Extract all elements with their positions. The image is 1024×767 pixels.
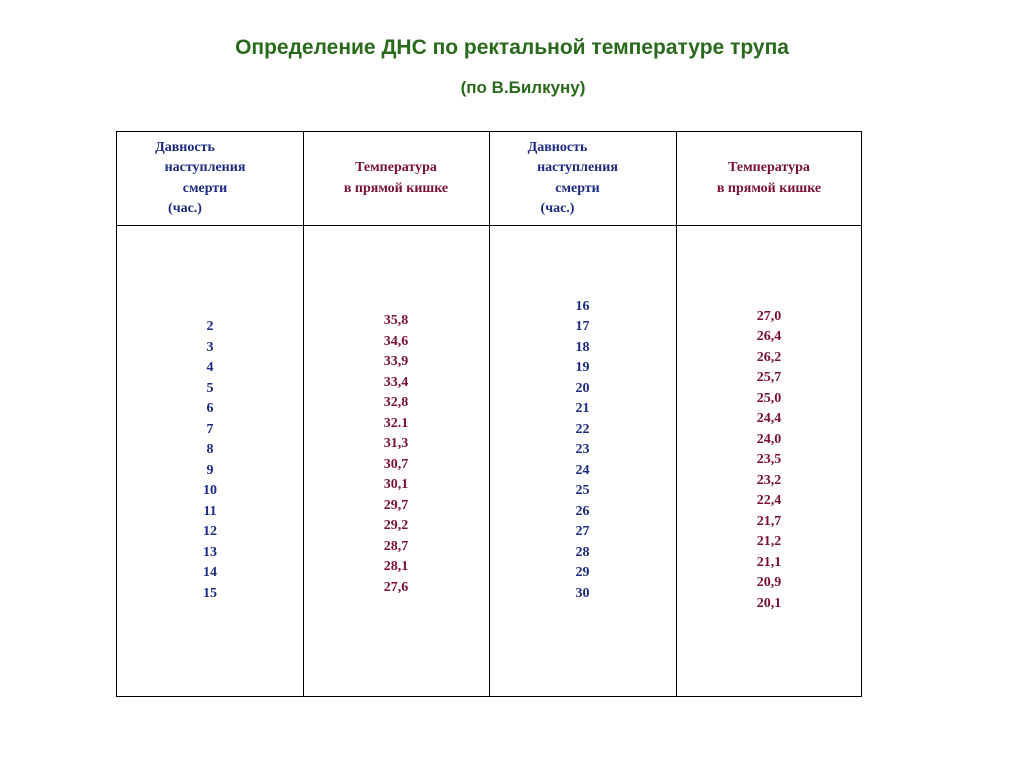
- hours-value: 26: [575, 503, 590, 519]
- hours-value: 19: [575, 360, 590, 376]
- hours-column-left: [117, 225, 303, 696]
- temperature-column-left: [303, 225, 489, 696]
- header-line: в прямой кишке: [716, 180, 822, 196]
- hours-value: 8: [206, 442, 214, 457]
- hours-value: 14: [203, 565, 217, 580]
- hours-value: 29: [575, 565, 590, 581]
- temperature-value: 25,0: [756, 390, 782, 406]
- temperature-value: 30,1: [383, 477, 409, 492]
- hours-value: 11: [203, 503, 217, 519]
- hours-value: 12: [203, 524, 217, 539]
- hours-value: 15: [203, 585, 217, 601]
- hours-value: 21: [575, 401, 590, 417]
- hours-value: 27: [575, 524, 590, 540]
- hours-list: [203, 317, 217, 604]
- temperature-value: 33,4: [383, 374, 409, 390]
- hours-value: 22: [575, 421, 590, 437]
- temperature-list: [384, 311, 409, 598]
- temperature-value: 23,5: [756, 452, 782, 468]
- temperature-value: 26,4: [756, 329, 782, 345]
- hours-column-right: [489, 225, 676, 696]
- hours-value: 5: [206, 380, 214, 396]
- header-line: в прямой кишке: [343, 180, 449, 196]
- temperature-value: 32.1: [383, 415, 409, 431]
- header-line: (час.): [540, 201, 575, 216]
- header-line: (час.): [168, 201, 202, 216]
- hours-value: 25: [575, 483, 590, 499]
- temperature-value: 21,1: [756, 554, 782, 570]
- header-temp-left: [303, 132, 489, 225]
- header-line: Температура: [355, 160, 437, 175]
- hours-value: 13: [203, 544, 217, 560]
- header-hours-left: [117, 132, 303, 225]
- temperature-value: 27,6: [383, 579, 409, 595]
- temperature-value: 27,0: [756, 308, 782, 324]
- temperature-value: 22,4: [756, 493, 782, 509]
- header-line: наступления: [164, 160, 246, 175]
- hours-value: 4: [206, 360, 214, 375]
- temperature-value: 26,2: [756, 349, 782, 365]
- hours-value: 2: [206, 319, 214, 334]
- temperature-value: 29,7: [383, 497, 409, 513]
- header-hours-right: [489, 132, 676, 225]
- temperature-value: 32,8: [383, 395, 409, 410]
- temperature-value: 28,7: [383, 538, 409, 554]
- header-line: Давность: [527, 139, 588, 155]
- temperature-value: 30,7: [383, 456, 409, 472]
- temperature-value: 33,9: [383, 354, 409, 369]
- temperature-value: 21,7: [756, 513, 782, 529]
- temperature-value: 34,6: [383, 333, 409, 349]
- hours-list: [576, 297, 590, 605]
- temperature-column-right: [676, 225, 862, 696]
- hours-value: 24: [575, 462, 590, 478]
- temperature-value: 35,8: [383, 313, 409, 328]
- temperature-value: 28,1: [383, 559, 409, 574]
- hours-value: 20: [575, 380, 590, 396]
- hours-value: 9: [206, 462, 214, 478]
- temperature-value: 24,4: [756, 411, 782, 427]
- hours-value: 3: [206, 339, 214, 355]
- header-line: Давность: [155, 139, 215, 155]
- hours-value: 23: [575, 442, 590, 458]
- hours-value: 18: [575, 339, 590, 355]
- header-line: смерти: [182, 180, 228, 196]
- temperature-value: 21,2: [756, 534, 782, 550]
- temperature-table: [116, 131, 862, 697]
- hours-value: 30: [575, 585, 590, 601]
- page-title: Определение ДНС по ректальной температуре трупа: [235, 36, 789, 59]
- hours-value: 28: [575, 544, 590, 560]
- temperature-value: 20,9: [756, 575, 782, 591]
- temperature-value: 20,1: [756, 595, 782, 611]
- header-temp-right: [676, 132, 862, 225]
- hours-value: 7: [206, 421, 214, 437]
- temperature-value: 23,2: [756, 472, 782, 488]
- header-line: смерти: [555, 180, 600, 196]
- page-subtitle: (по В.Билкуну): [460, 78, 586, 97]
- temperature-list: [757, 307, 782, 615]
- header-line: наступления: [537, 160, 618, 175]
- hours-value: 10: [203, 483, 217, 498]
- temperature-value: 29,2: [383, 518, 409, 533]
- hours-value: 16: [575, 298, 590, 314]
- hours-value: 17: [575, 319, 590, 335]
- temperature-value: 24,0: [756, 431, 782, 447]
- temperature-value: 31,3: [383, 436, 409, 451]
- temperature-value: 25,7: [756, 370, 782, 386]
- hours-value: 6: [206, 401, 214, 416]
- header-line: Температура: [728, 160, 810, 175]
